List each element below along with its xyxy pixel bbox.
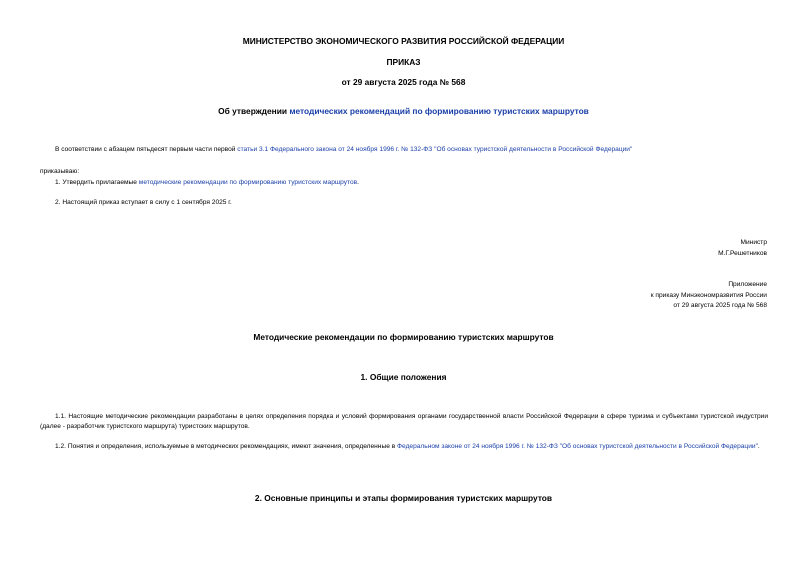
section-1-paragraph-1 bbox=[40, 412, 768, 432]
appendix-line-3: от 29 августа 2025 года № 568 bbox=[673, 302, 767, 309]
order-word: приказываю: bbox=[40, 168, 80, 175]
signature-position: Министр bbox=[740, 239, 767, 246]
recommendations-title: Методические рекомендации по формированию туристских маршрутов bbox=[253, 332, 554, 342]
section-1-p2-text: 1.2. Понятия и определения, используемые в методических рекомендациях, имеют значения, определенные в bbox=[55, 443, 398, 450]
order-item-1-text: 1. Утвердить прилагаемые bbox=[55, 179, 139, 186]
section-1-p2-end: . bbox=[757, 443, 760, 450]
order-title bbox=[0, 106, 807, 116]
doc-type: ПРИКАЗ bbox=[386, 57, 421, 67]
preamble-law-link[interactable]: статьи 3.1 Федерального закона от 24 ноября 1996 г. № 132-ФЗ "Об основах туристской деятельности в Российской Федерации" bbox=[237, 146, 633, 153]
section-1-p1-text: 1.1. Настоящие методические рекомендации разработаны в целях определения порядка и условий формирования органами государственной власти Российской Федерации в сфере туризма и субъектами туристской индустрии (далее - разработчик туристского маршрута) туристских маршрутов. bbox=[40, 413, 768, 430]
section-1-p2-law-link[interactable]: Федеральном законе от 24 ноября 1996 г. № 132-ФЗ "Об основах туристской деятельности в Российской Федерации" bbox=[397, 443, 758, 450]
preamble-paragraph bbox=[55, 146, 632, 153]
date-number: от 29 августа 2025 года № 568 bbox=[341, 77, 466, 87]
order-item-2: 2. Настоящий приказ вступает в силу с 1 сентября 2025 г. bbox=[55, 199, 232, 206]
ministry-heading: МИНИСТЕРСТВО ЭКОНОМИЧЕСКОГО РАЗВИТИЯ РОССИЙСКОЙ ФЕДЕРАЦИИ bbox=[242, 36, 565, 46]
section-1-heading: 1. Общие положения bbox=[360, 372, 447, 382]
order-item-1-link[interactable]: методические рекомендации по формированию туристских маршрутов bbox=[138, 179, 358, 186]
order-item-1 bbox=[55, 179, 359, 186]
appendix-label: Приложение bbox=[728, 281, 767, 288]
signature-name: М.Г.Решетников bbox=[718, 250, 767, 257]
order-title-prefix: Об утверждении bbox=[218, 106, 290, 116]
order-title-link[interactable]: методических рекомендаций по формированию туристских маршрутов bbox=[289, 106, 589, 116]
section-1-paragraph-2 bbox=[40, 442, 768, 452]
section-2-heading: 2. Основные принципы и этапы формирования туристских маршрутов bbox=[254, 493, 553, 503]
order-item-1-end: . bbox=[357, 179, 360, 186]
appendix-line-2: к приказу Минэкономразвития России bbox=[650, 292, 767, 299]
preamble-text: В соответствии с абзацем пятьдесят первым части первой bbox=[55, 146, 238, 153]
